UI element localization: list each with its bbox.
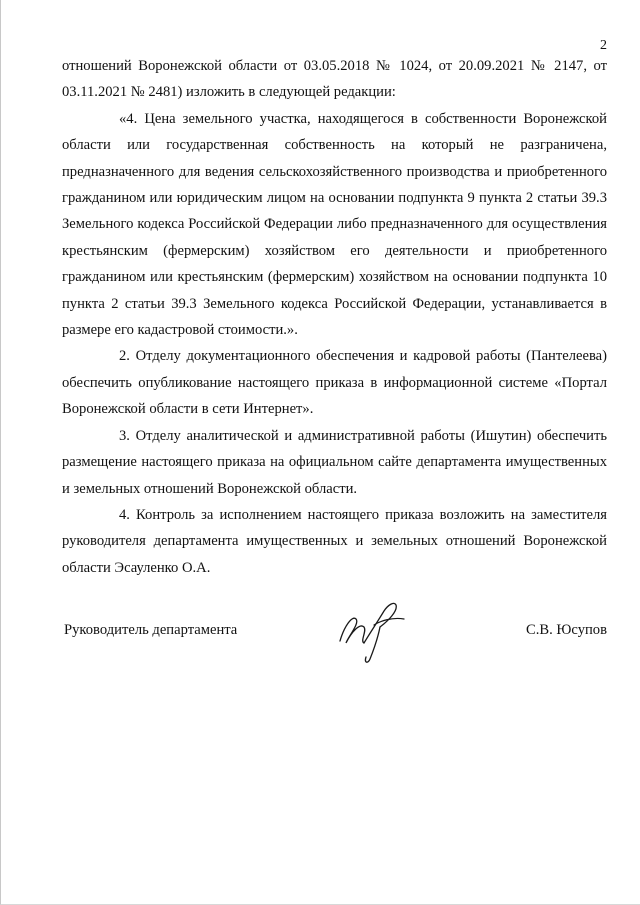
handwritten-signature <box>334 597 414 667</box>
paragraph-item-2: 2. Отделу документационного обеспечения и кадровой работы (Пантелеева) обеспечить опубликование настоящего приказа в информационной системе «Портал Воронежской области в сети Интернет». <box>62 348 607 418</box>
signatory-position: Руководитель департамента <box>64 622 238 638</box>
paragraph-amended-clause: «4. Цена земельного участка, находящегося в собственности Воронежской области или государственная собственность на который не разграничена, предназначенного для ведения сельскохозяйственного производства и приобретенного гражданином или юридическим лицом на основании подпункта 9 пункта 2 статьи 39.3 Земельного кодекса Российской Федерации либо предназначенного для осуществления крестьянским (фермерским) хозяйством его деятельности и приобретенного гражданином или крестьянским (фермерским) хозяйством на основании подпункта 10 пункта 2 статьи 39.3 Земельного кодекса Российской Федерации, устанавливается в размере его кадастровой стоимости.». <box>62 110 607 339</box>
paragraph-continuation: отношений Воронежской области от 03.05.2018 № 1024, от 20.09.2021 № 2147, от 03.11.2021 № 2481) изложить в следующей редакции: <box>62 58 607 101</box>
document-body <box>62 53 607 581</box>
signature-block <box>62 622 607 652</box>
signatory-name: С.В. Юсупов <box>526 622 607 638</box>
paragraph-item-4: 4. Контроль за исполнением настоящего приказа возложить на заместителя руководителя департамента имущественных и земельных отношений Воронежской области Эсауленко О.А. <box>62 506 607 576</box>
page-number: 2 <box>600 38 607 53</box>
paragraph-item-3: 3. Отделу аналитической и административной работы (Ишутин) обеспечить размещение настоящего приказа на официальном сайте департамента имущественных и земельных отношений Воронежской области. <box>62 427 607 497</box>
